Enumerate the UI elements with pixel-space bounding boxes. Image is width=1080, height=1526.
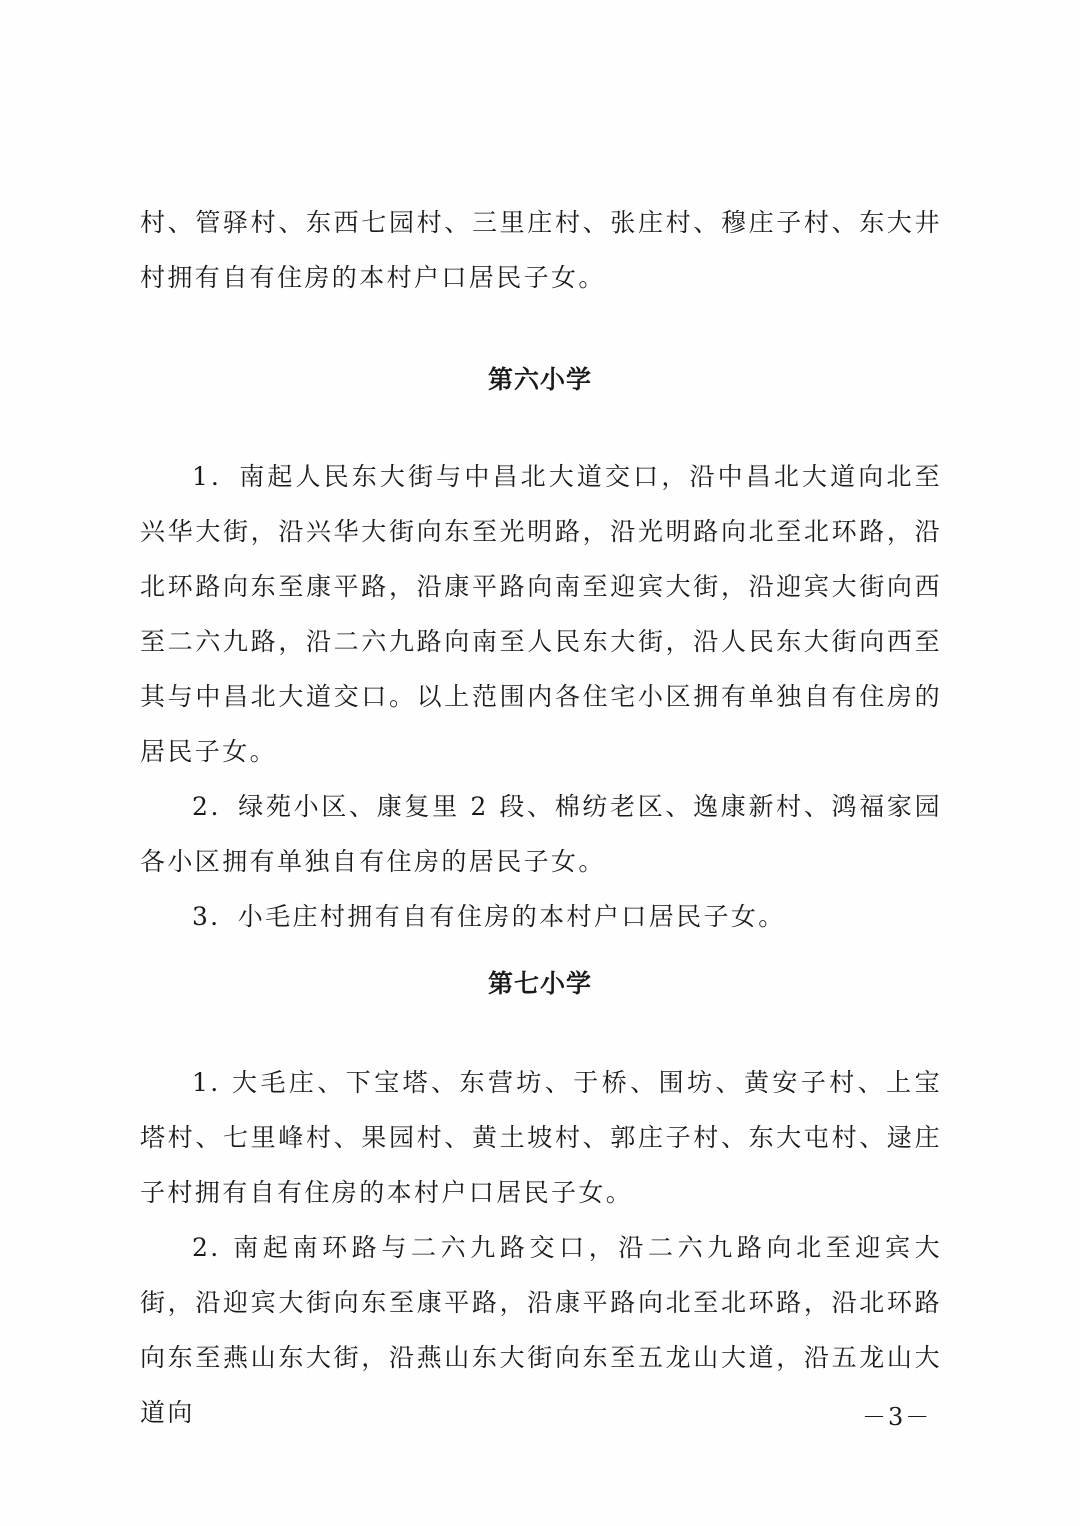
section-seven-item-2: 2. 南起南环路与二六九路交口，沿二六九路向北至迎宾大街，沿迎宾大街向东至康平路，沿康平路向北至北环路，沿北环路向东至燕山东大街，沿燕山东大街向东至五龙山大道，沿五龙山大道向 [140,1233,942,1427]
section-seven-item-1: 1. 大毛庄、下宝塔、东营坊、于桥、围坊、黄安子村、上宝塔村、七里峰村、果园村、黄土坡村、郭庄子村、东大屯村、逯庄子村拥有自有住房的本村户口居民子女。 [140,1068,942,1207]
section-six-body [140,449,942,944]
section-seven-title: 第七小学 [487,969,592,998]
section-six-item-3: 3．小毛庄村拥有自有住房的本村户口居民子女。 [192,902,786,931]
continuation-paragraph-block [140,195,942,305]
section-six-title: 第六小学 [487,365,592,394]
page-number: －3－ [862,1403,932,1431]
continuation-paragraph: 村、管驿村、东西七园村、三里庄村、张庄村、穆庄子村、东大井村拥有自有住房的本村户口居民子女。 [140,208,942,292]
section-six-item-2: 2．绿苑小区、康复里 2 段、棉纺老区、逸康新村、鸿福家园各小区拥有单独自有住房的居民子女。 [140,792,942,876]
section-seven-body [140,1055,942,1440]
section-six-item-1: 1．南起人民东大街与中昌北大道交口，沿中昌北大道向北至兴华大街，沿兴华大街向东至光明路，沿光明路向北至北环路，沿北环路向东至康平路，沿康平路向南至迎宾大街，沿迎宾大街向西至二六九路，沿二六九路向南至人民东大街，沿人民东大街向西至其与中昌北大道交口。以上范围内各住宅小区拥有单独自有住房的居民子女。 [140,462,942,766]
